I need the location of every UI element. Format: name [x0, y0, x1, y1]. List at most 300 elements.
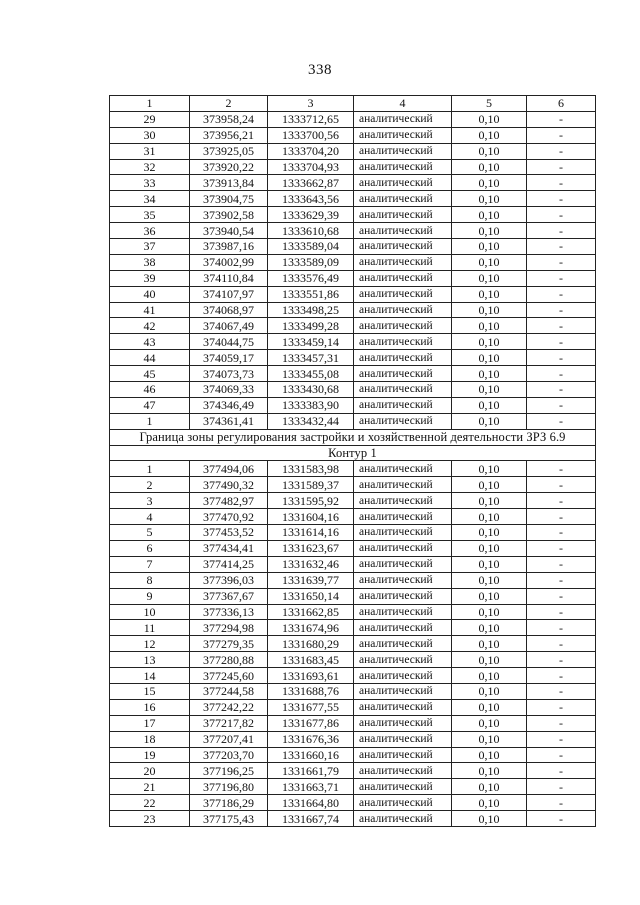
table-row: [110, 509, 596, 525]
x-coordinate-cell: 374067,49: [190, 318, 268, 334]
point-number-cell: 35: [110, 207, 190, 223]
method-cell: аналитический: [354, 286, 452, 302]
column-header: 3: [268, 96, 354, 112]
method-cell: аналитический: [354, 747, 452, 763]
point-number-cell: 30: [110, 127, 190, 143]
x-coordinate-cell: 377414,25: [190, 556, 268, 572]
x-coordinate-cell: 377453,52: [190, 525, 268, 541]
point-number-cell: 15: [110, 683, 190, 699]
coordinates-table: [109, 95, 596, 827]
error-cell: 0,10: [452, 366, 527, 382]
note-cell: -: [527, 413, 596, 429]
x-coordinate-cell: 374069,33: [190, 382, 268, 398]
y-coordinate-cell: 1331683,45: [268, 652, 354, 668]
method-cell: аналитический: [354, 779, 452, 795]
y-coordinate-cell: 1331583,98: [268, 461, 354, 477]
error-cell: 0,10: [452, 683, 527, 699]
x-coordinate-cell: 373913,84: [190, 175, 268, 191]
method-cell: аналитический: [354, 397, 452, 413]
x-coordinate-cell: 374068,97: [190, 302, 268, 318]
point-number-cell: 9: [110, 588, 190, 604]
note-cell: -: [527, 302, 596, 318]
note-cell: -: [527, 350, 596, 366]
error-cell: 0,10: [452, 413, 527, 429]
method-cell: аналитический: [354, 683, 452, 699]
table-header-row: [110, 96, 596, 112]
method-cell: аналитический: [354, 334, 452, 350]
y-coordinate-cell: 1333499,28: [268, 318, 354, 334]
note-cell: -: [527, 223, 596, 239]
y-coordinate-cell: 1333432,44: [268, 413, 354, 429]
method-cell: аналитический: [354, 302, 452, 318]
method-cell: аналитический: [354, 668, 452, 684]
y-coordinate-cell: 1333704,93: [268, 159, 354, 175]
error-cell: 0,10: [452, 159, 527, 175]
error-cell: 0,10: [452, 270, 527, 286]
point-number-cell: 41: [110, 302, 190, 318]
point-number-cell: 43: [110, 334, 190, 350]
error-cell: 0,10: [452, 572, 527, 588]
table-row: [110, 556, 596, 572]
note-cell: -: [527, 207, 596, 223]
method-cell: аналитический: [354, 461, 452, 477]
table-row: [110, 795, 596, 811]
table-row: [110, 302, 596, 318]
note-cell: -: [527, 270, 596, 286]
page-number: 338: [308, 62, 332, 78]
table-row: [110, 715, 596, 731]
y-coordinate-cell: 1333704,20: [268, 143, 354, 159]
table-row: [110, 318, 596, 334]
table-row: [110, 604, 596, 620]
column-header: 6: [527, 96, 596, 112]
x-coordinate-cell: 373902,58: [190, 207, 268, 223]
x-coordinate-cell: 374073,73: [190, 366, 268, 382]
table-row: [110, 111, 596, 127]
x-coordinate-cell: 377396,03: [190, 572, 268, 588]
point-number-cell: 18: [110, 731, 190, 747]
note-cell: -: [527, 572, 596, 588]
method-cell: аналитический: [354, 795, 452, 811]
method-cell: аналитический: [354, 525, 452, 541]
method-cell: аналитический: [354, 350, 452, 366]
table-row: [110, 683, 596, 699]
note-cell: -: [527, 588, 596, 604]
error-cell: 0,10: [452, 525, 527, 541]
point-number-cell: 3: [110, 493, 190, 509]
x-coordinate-cell: 377367,67: [190, 588, 268, 604]
table-row: [110, 493, 596, 509]
point-number-cell: 47: [110, 397, 190, 413]
x-coordinate-cell: 374002,99: [190, 254, 268, 270]
note-cell: -: [527, 715, 596, 731]
x-coordinate-cell: 377186,29: [190, 795, 268, 811]
method-cell: аналитический: [354, 175, 452, 191]
method-cell: аналитический: [354, 715, 452, 731]
table-row: [110, 239, 596, 255]
method-cell: аналитический: [354, 127, 452, 143]
contour-title: Контур 1: [110, 445, 596, 461]
x-coordinate-cell: 374346,49: [190, 397, 268, 413]
y-coordinate-cell: 1331688,76: [268, 683, 354, 699]
x-coordinate-cell: 377207,41: [190, 731, 268, 747]
table-row: [110, 159, 596, 175]
note-cell: -: [527, 127, 596, 143]
y-coordinate-cell: 1331693,61: [268, 668, 354, 684]
error-cell: 0,10: [452, 604, 527, 620]
point-number-cell: 12: [110, 636, 190, 652]
method-cell: аналитический: [354, 239, 452, 255]
x-coordinate-cell: 374107,97: [190, 286, 268, 302]
x-coordinate-cell: 374361,41: [190, 413, 268, 429]
table-row: [110, 747, 596, 763]
x-coordinate-cell: 377494,06: [190, 461, 268, 477]
note-cell: -: [527, 239, 596, 255]
table-row: [110, 270, 596, 286]
error-cell: 0,10: [452, 477, 527, 493]
table-row: [110, 397, 596, 413]
y-coordinate-cell: 1331632,46: [268, 556, 354, 572]
x-coordinate-cell: 374110,84: [190, 270, 268, 286]
x-coordinate-cell: 377434,41: [190, 540, 268, 556]
method-cell: аналитический: [354, 318, 452, 334]
note-cell: -: [527, 556, 596, 572]
error-cell: 0,10: [452, 302, 527, 318]
x-coordinate-cell: 374059,17: [190, 350, 268, 366]
point-number-cell: 1: [110, 461, 190, 477]
table-row: [110, 572, 596, 588]
zone-title-row: [110, 429, 596, 445]
method-cell: аналитический: [354, 604, 452, 620]
note-cell: -: [527, 175, 596, 191]
error-cell: 0,10: [452, 334, 527, 350]
y-coordinate-cell: 1331680,29: [268, 636, 354, 652]
table-row: [110, 652, 596, 668]
coordinates-table-body: [110, 96, 596, 827]
note-cell: -: [527, 604, 596, 620]
y-coordinate-cell: 1333589,04: [268, 239, 354, 255]
column-header: 5: [452, 96, 527, 112]
point-number-cell: 44: [110, 350, 190, 366]
method-cell: аналитический: [354, 477, 452, 493]
x-coordinate-cell: 374044,75: [190, 334, 268, 350]
note-cell: -: [527, 111, 596, 127]
method-cell: аналитический: [354, 699, 452, 715]
x-coordinate-cell: 373925,05: [190, 143, 268, 159]
y-coordinate-cell: 1331676,36: [268, 731, 354, 747]
y-coordinate-cell: 1331677,86: [268, 715, 354, 731]
table-row: [110, 461, 596, 477]
note-cell: -: [527, 525, 596, 541]
note-cell: -: [527, 397, 596, 413]
method-cell: аналитический: [354, 556, 452, 572]
method-cell: аналитический: [354, 620, 452, 636]
table-row: [110, 191, 596, 207]
table-row: [110, 477, 596, 493]
table-row: [110, 127, 596, 143]
point-number-cell: 33: [110, 175, 190, 191]
x-coordinate-cell: 373987,16: [190, 239, 268, 255]
point-number-cell: 45: [110, 366, 190, 382]
y-coordinate-cell: 1333383,90: [268, 397, 354, 413]
y-coordinate-cell: 1333643,56: [268, 191, 354, 207]
table-row: [110, 763, 596, 779]
zone-title: Граница зоны регулирования застройки и хозяйственной деятельности ЗРЗ 6.9: [110, 429, 596, 445]
note-cell: -: [527, 779, 596, 795]
error-cell: 0,10: [452, 493, 527, 509]
x-coordinate-cell: 377196,25: [190, 763, 268, 779]
method-cell: аналитический: [354, 159, 452, 175]
note-cell: -: [527, 763, 596, 779]
y-coordinate-cell: 1331639,77: [268, 572, 354, 588]
x-coordinate-cell: 377242,22: [190, 699, 268, 715]
y-coordinate-cell: 1333457,31: [268, 350, 354, 366]
y-coordinate-cell: 1333430,68: [268, 382, 354, 398]
note-cell: -: [527, 747, 596, 763]
point-number-cell: 40: [110, 286, 190, 302]
table-row: [110, 366, 596, 382]
table-row: [110, 779, 596, 795]
method-cell: аналитический: [354, 143, 452, 159]
table-row: [110, 207, 596, 223]
error-cell: 0,10: [452, 795, 527, 811]
method-cell: аналитический: [354, 223, 452, 239]
method-cell: аналитический: [354, 493, 452, 509]
point-number-cell: 7: [110, 556, 190, 572]
y-coordinate-cell: 1331623,67: [268, 540, 354, 556]
x-coordinate-cell: 373956,21: [190, 127, 268, 143]
x-coordinate-cell: 377244,58: [190, 683, 268, 699]
error-cell: 0,10: [452, 207, 527, 223]
note-cell: -: [527, 620, 596, 636]
error-cell: 0,10: [452, 318, 527, 334]
y-coordinate-cell: 1331661,79: [268, 763, 354, 779]
y-coordinate-cell: 1333551,86: [268, 286, 354, 302]
column-header: 4: [354, 96, 452, 112]
method-cell: аналитический: [354, 509, 452, 525]
error-cell: 0,10: [452, 254, 527, 270]
note-cell: -: [527, 683, 596, 699]
note-cell: -: [527, 254, 596, 270]
point-number-cell: 39: [110, 270, 190, 286]
x-coordinate-cell: 373920,22: [190, 159, 268, 175]
x-coordinate-cell: 373940,54: [190, 223, 268, 239]
table-row: [110, 175, 596, 191]
error-cell: 0,10: [452, 127, 527, 143]
note-cell: -: [527, 668, 596, 684]
y-coordinate-cell: 1333455,08: [268, 366, 354, 382]
error-cell: 0,10: [452, 111, 527, 127]
point-number-cell: 21: [110, 779, 190, 795]
table-row: [110, 143, 596, 159]
column-header: 2: [190, 96, 268, 112]
note-cell: -: [527, 699, 596, 715]
point-number-cell: 13: [110, 652, 190, 668]
point-number-cell: 37: [110, 239, 190, 255]
error-cell: 0,10: [452, 668, 527, 684]
error-cell: 0,10: [452, 540, 527, 556]
point-number-cell: 36: [110, 223, 190, 239]
table-row: [110, 588, 596, 604]
note-cell: -: [527, 366, 596, 382]
x-coordinate-cell: 377203,70: [190, 747, 268, 763]
method-cell: аналитический: [354, 191, 452, 207]
x-coordinate-cell: 377490,32: [190, 477, 268, 493]
point-number-cell: 31: [110, 143, 190, 159]
point-number-cell: 4: [110, 509, 190, 525]
column-header: 1: [110, 96, 190, 112]
y-coordinate-cell: 1331650,14: [268, 588, 354, 604]
y-coordinate-cell: 1333589,09: [268, 254, 354, 270]
note-cell: -: [527, 477, 596, 493]
y-coordinate-cell: 1333498,25: [268, 302, 354, 318]
method-cell: аналитический: [354, 763, 452, 779]
table-row: [110, 350, 596, 366]
note-cell: -: [527, 795, 596, 811]
y-coordinate-cell: 1331677,55: [268, 699, 354, 715]
method-cell: аналитический: [354, 254, 452, 270]
x-coordinate-cell: 377196,80: [190, 779, 268, 795]
y-coordinate-cell: 1331660,16: [268, 747, 354, 763]
x-coordinate-cell: 377217,82: [190, 715, 268, 731]
error-cell: 0,10: [452, 652, 527, 668]
method-cell: аналитический: [354, 731, 452, 747]
contour-title-row: [110, 445, 596, 461]
note-cell: -: [527, 318, 596, 334]
x-coordinate-cell: 377470,92: [190, 509, 268, 525]
error-cell: 0,10: [452, 397, 527, 413]
x-coordinate-cell: 377482,97: [190, 493, 268, 509]
y-coordinate-cell: 1333610,68: [268, 223, 354, 239]
point-number-cell: 22: [110, 795, 190, 811]
x-coordinate-cell: 373904,75: [190, 191, 268, 207]
error-cell: 0,10: [452, 620, 527, 636]
method-cell: аналитический: [354, 413, 452, 429]
y-coordinate-cell: 1331604,16: [268, 509, 354, 525]
x-coordinate-cell: 377280,88: [190, 652, 268, 668]
method-cell: аналитический: [354, 111, 452, 127]
table-row: [110, 731, 596, 747]
table-row: [110, 382, 596, 398]
y-coordinate-cell: 1333629,39: [268, 207, 354, 223]
table-row: [110, 540, 596, 556]
note-cell: -: [527, 509, 596, 525]
x-coordinate-cell: 377279,35: [190, 636, 268, 652]
error-cell: 0,10: [452, 223, 527, 239]
table-row: [110, 286, 596, 302]
point-number-cell: 42: [110, 318, 190, 334]
point-number-cell: 8: [110, 572, 190, 588]
y-coordinate-cell: 1331595,92: [268, 493, 354, 509]
note-cell: -: [527, 461, 596, 477]
error-cell: 0,10: [452, 811, 527, 827]
x-coordinate-cell: 377245,60: [190, 668, 268, 684]
method-cell: аналитический: [354, 366, 452, 382]
error-cell: 0,10: [452, 191, 527, 207]
method-cell: аналитический: [354, 207, 452, 223]
point-number-cell: 38: [110, 254, 190, 270]
y-coordinate-cell: 1331614,16: [268, 525, 354, 541]
error-cell: 0,10: [452, 763, 527, 779]
y-coordinate-cell: 1333662,87: [268, 175, 354, 191]
error-cell: 0,10: [452, 143, 527, 159]
point-number-cell: 1: [110, 413, 190, 429]
point-number-cell: 19: [110, 747, 190, 763]
note-cell: -: [527, 382, 596, 398]
y-coordinate-cell: 1331663,71: [268, 779, 354, 795]
method-cell: аналитический: [354, 572, 452, 588]
error-cell: 0,10: [452, 636, 527, 652]
table-row: [110, 254, 596, 270]
error-cell: 0,10: [452, 509, 527, 525]
note-cell: -: [527, 652, 596, 668]
method-cell: аналитический: [354, 382, 452, 398]
note-cell: -: [527, 334, 596, 350]
error-cell: 0,10: [452, 175, 527, 191]
table-row: [110, 525, 596, 541]
table-row: [110, 620, 596, 636]
table-row: [110, 668, 596, 684]
point-number-cell: 32: [110, 159, 190, 175]
table-row: [110, 413, 596, 429]
error-cell: 0,10: [452, 747, 527, 763]
y-coordinate-cell: 1331589,37: [268, 477, 354, 493]
point-number-cell: 14: [110, 668, 190, 684]
error-cell: 0,10: [452, 731, 527, 747]
error-cell: 0,10: [452, 239, 527, 255]
error-cell: 0,10: [452, 779, 527, 795]
point-number-cell: 23: [110, 811, 190, 827]
note-cell: -: [527, 286, 596, 302]
x-coordinate-cell: 377336,13: [190, 604, 268, 620]
method-cell: аналитический: [354, 270, 452, 286]
method-cell: аналитический: [354, 811, 452, 827]
method-cell: аналитический: [354, 652, 452, 668]
y-coordinate-cell: 1331674,96: [268, 620, 354, 636]
note-cell: -: [527, 636, 596, 652]
method-cell: аналитический: [354, 636, 452, 652]
table-row: [110, 334, 596, 350]
point-number-cell: 5: [110, 525, 190, 541]
table-row: [110, 811, 596, 827]
x-coordinate-cell: 377294,98: [190, 620, 268, 636]
note-cell: -: [527, 143, 596, 159]
error-cell: 0,10: [452, 286, 527, 302]
error-cell: 0,10: [452, 715, 527, 731]
point-number-cell: 16: [110, 699, 190, 715]
point-number-cell: 6: [110, 540, 190, 556]
point-number-cell: 29: [110, 111, 190, 127]
point-number-cell: 2: [110, 477, 190, 493]
error-cell: 0,10: [452, 699, 527, 715]
note-cell: -: [527, 159, 596, 175]
table-row: [110, 636, 596, 652]
error-cell: 0,10: [452, 461, 527, 477]
y-coordinate-cell: 1331667,74: [268, 811, 354, 827]
note-cell: -: [527, 731, 596, 747]
y-coordinate-cell: 1333700,56: [268, 127, 354, 143]
note-cell: -: [527, 493, 596, 509]
x-coordinate-cell: 377175,43: [190, 811, 268, 827]
y-coordinate-cell: 1333459,14: [268, 334, 354, 350]
table-row: [110, 699, 596, 715]
error-cell: 0,10: [452, 556, 527, 572]
x-coordinate-cell: 373958,24: [190, 111, 268, 127]
point-number-cell: 10: [110, 604, 190, 620]
y-coordinate-cell: 1333576,49: [268, 270, 354, 286]
y-coordinate-cell: 1331664,80: [268, 795, 354, 811]
point-number-cell: 34: [110, 191, 190, 207]
